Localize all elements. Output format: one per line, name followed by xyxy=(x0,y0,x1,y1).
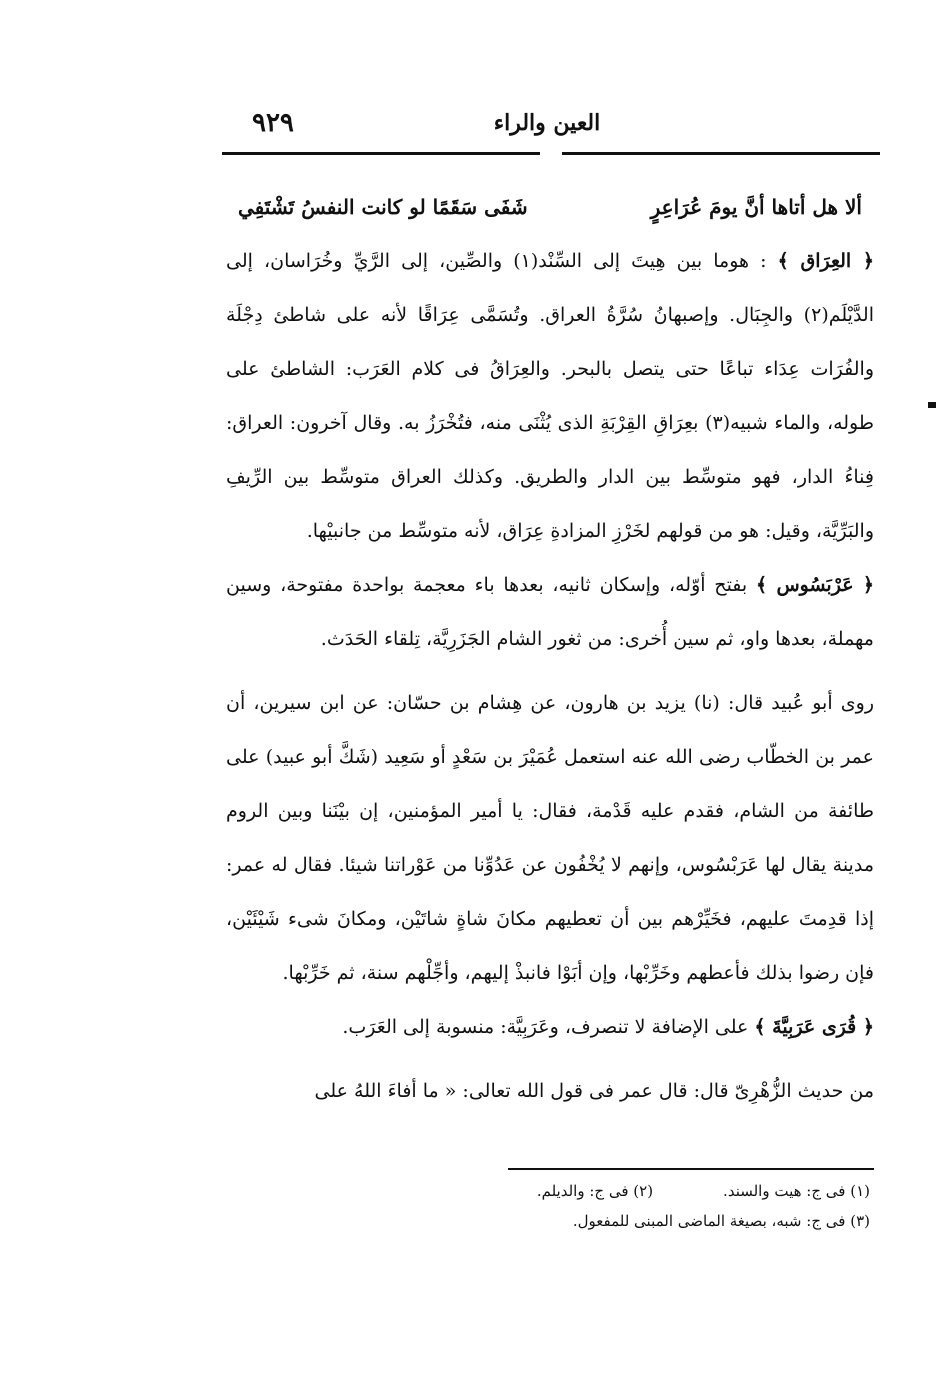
hadith-paragraph xyxy=(226,1064,874,1118)
narration-paragraph xyxy=(226,676,874,1000)
entry-text: من حديث الزُّهْرِىّ قال: قال عمر فى قول الله تعالى: « ما أفاءَ اللهُ على xyxy=(314,1080,874,1102)
header-rule-left xyxy=(222,152,540,155)
entry-text: : هوما بين هِيتَ إلى السِّنْد(١) والصِّين، إلى الرَّيِّ وخُرَاسان، إلى الدَّيْلَم(٢) والجِبَال. وإصبهانُ سُرَّةُ العراق. وتُسَمَّى عِرَاقًا لأنه على شاطئ دِجْلَة والفُرَات عِدَاء تباعًا حتى يتصل بالبحر. والعِرَاقُ فى كلام العَرَب: الشاطئ على طوله، والماء شبيه(٣) بعِرَاقِ القِرْبَةِ الذى يُثْنَى منه، فتُخْرَزُ به. وقال آخرون: العراق: فِناءُ الدار، فهو متوسِّط بين الدار والطريق. وكذلك العراق متوسِّط بين الرِّيفِ والبَرِّيَّة، وقيل: هو من قولهم لخَرْزِ المزادةِ عِرَاق، لأنه متوسِّط من جانبيْها. xyxy=(226,250,874,542)
page-number: ٩٢٩ xyxy=(252,108,294,138)
running-title: العين والراء xyxy=(493,110,601,136)
footnote-row xyxy=(370,1176,870,1206)
margin-mark xyxy=(928,402,936,408)
entry-qura-arabiyya xyxy=(226,1000,874,1054)
entry-text: روى أبو عُبيد قال: (نا) يزيد بن هارون، عن هِشام بن حسّان: عن ابن سيرين، أن عمر بن الخطّاب رضى الله عنه استعمل عُمَيْرَ بن سَعْدٍ أو سَعِيد (شَكَّ أبو عبيد) على طائفة من الشام، فقدم عليه قَدْمة، فقال: يا أمير المؤمنين، إن بيْنَنا وبين الروم مدينة يقال لها عَرَبْسُوس، وإنهم لا يُخْفُون عن عَدُوِّنا من عَوْراتنا شيئا. فقال له عمر: إذا قدِمتَ عليهم، فخَيِّرْهم بين أن تعطيهم مكانَ شاةٍ شاتَيْن، ومكانَ شىء شَيْئَيْن، فإن رضوا بذلك فأعطهم وخَرِّبْها، وإن أبَوْا فانبذْ إليهم، وأجِّلْهم سنة، ثم خَرِّبْها. xyxy=(226,692,874,984)
entry-text: بفتح أوّله، وإسكان ثانيه، بعدها باء معجمة بواحدة مفتوحة، وسين مهملة، بعدها واو، ثم سين أُخرى: من ثغور الشام الجَزَرِيَّة، تِلقاء الحَدَث. xyxy=(226,574,874,650)
header-rule-right xyxy=(562,152,880,155)
headword: ﴿ عَرْبَسُوس ﴾ xyxy=(755,574,875,596)
verse-hemistich-2: شَفَى سَقَمًا لو كانت النفسُ تَشْتَفِي xyxy=(238,195,528,219)
footnotes xyxy=(370,1176,870,1236)
footnote-1: (١) فى ج: هيت والسند. xyxy=(723,1182,870,1200)
footnote-rule xyxy=(508,1168,874,1170)
body-text xyxy=(226,180,874,1118)
verse-hemistich-1: ألا هل أتاها أنَّ يومَ عُرَاعِرٍ xyxy=(650,195,862,219)
headword: ﴿ قُرَى عَرَبِيَّةَ ﴾ xyxy=(754,1016,874,1038)
headword: ﴿ العِرَاق ﴾ xyxy=(777,250,874,272)
footnote-2: (٢) فى ج: والديلم. xyxy=(536,1182,654,1200)
entry-text: على الإضافة لا تنصرف، وعَرَبِيَّة: منسوبة إلى العَرَب. xyxy=(342,1016,755,1038)
page-header xyxy=(222,108,880,148)
footnote-3: (٣) فى ج: شبه، بصيغة الماضى المبنى للمفعول. xyxy=(572,1212,870,1230)
entry-al-iraq xyxy=(226,234,874,558)
verse-line xyxy=(226,180,874,234)
entry-arabsus xyxy=(226,558,874,666)
